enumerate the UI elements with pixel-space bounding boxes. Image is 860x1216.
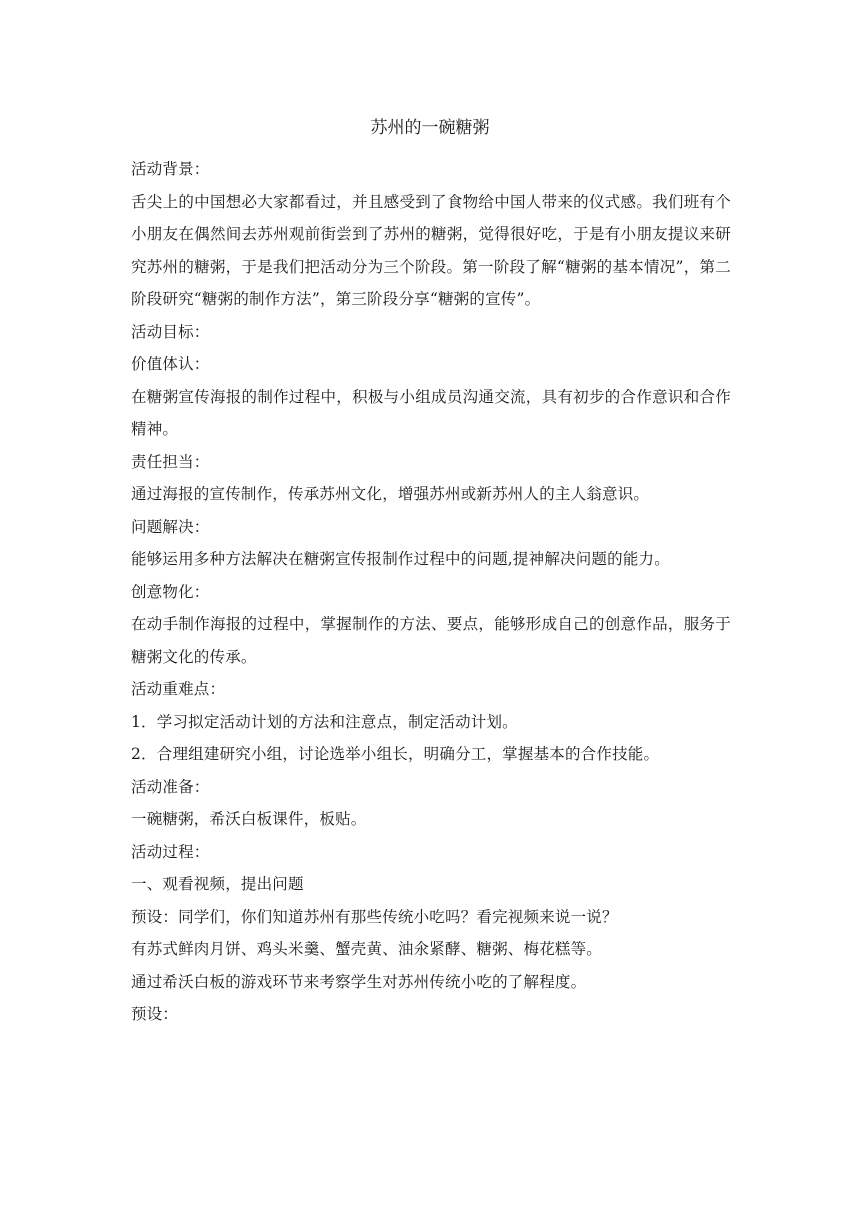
key-point-item-1: 1．学习拟定活动计划的方法和注意点，制定活动计划。 [131,712,518,731]
game-note: 通过希沃白板的游戏环节来考察学生对苏州传统小吃的了解程度。 [131,972,587,991]
goals-label: 活动目标： [131,322,210,341]
document-body [131,153,731,1031]
problem-label: 问题解决： [131,517,210,536]
prep-paragraph: 一碗糖粥，希沃白板课件，板贴。 [131,810,367,828]
document-title: 苏州的一碗糖粥 [370,118,490,138]
process-label: 活动过程： [131,842,210,861]
creative-label: 创意物化： [131,582,210,601]
background-paragraph: 舌尖上的中国想必大家都看过，并且感受到了食物给中国人带来的仪式感。我们班有个小朋友在偶然间去苏州观前街尝到了苏州的糖粥，觉得很好吃，于是有小朋友提议来研究苏州的糖粥，于是我们把活动分为三个阶段。第一阶段了解“糖粥的基本情况”，第二阶段研究“糖粥的制作方法”，第三阶段分享“糖粥的宣传”。 [131,192,731,308]
background-label: 活动背景： [131,160,210,178]
snacks-answer: 有苏式鲜肉月饼、鸡头米羹、蟹壳黄、油氽紧酵、糖粥、梅花糕等。 [131,940,603,958]
key-point-item-2: 2．合理组建研究小组，讨论选举小组长，明确分工，掌握基本的合作技能。 [131,745,660,763]
value-paragraph: 在糖粥宣传海报的制作过程中，积极与小组成员沟通交流，具有初步的合作意识和合作精神。 [131,387,731,438]
responsibility-paragraph: 通过海报的宣传制作，传承苏州文化，增强苏州或新苏州人的主人翁意识。 [131,485,650,503]
key-points-label: 活动重难点： [131,680,226,698]
problem-paragraph: 能够运用多种方法解决在糖粥宣传报制作过程中的问题,提神解决问题的能力。 [131,550,670,568]
preset-label: 预设： [131,1005,179,1023]
creative-paragraph: 在动手制作海报的过程中，掌握制作的方法、要点，能够形成自己的创意作品，服务于糖粥文化的传承。 [131,615,731,666]
preset-question: 预设：同学们，你们知道苏州有那些传统小吃吗？看完视频来说一说？ [131,907,618,926]
responsibility-label: 责任担当： [131,452,210,471]
prep-label: 活动准备： [131,777,210,796]
value-label: 价值体认： [131,355,210,373]
process-step-1: 一、观看视频，提出问题 [131,875,304,893]
